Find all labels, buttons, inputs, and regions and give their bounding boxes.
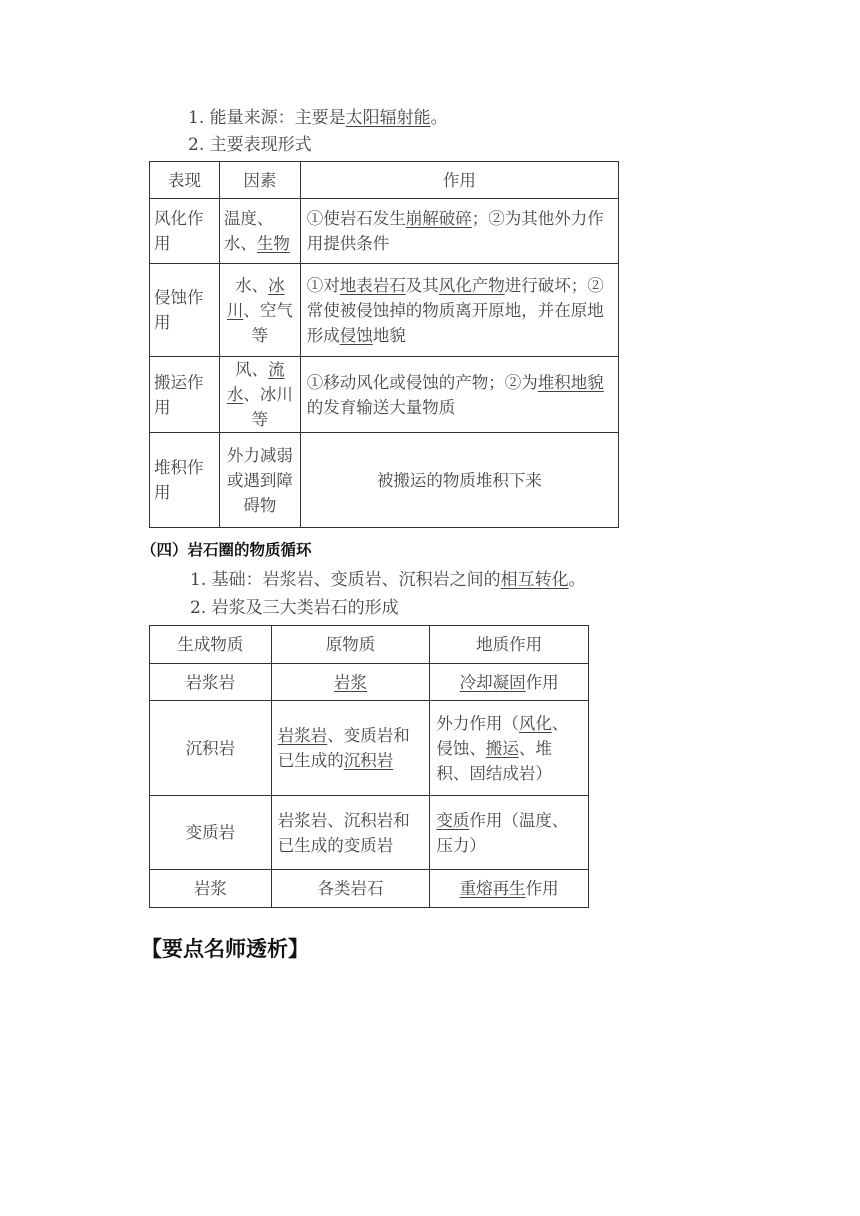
basis-answer: 相互转化 (500, 570, 569, 590)
factor-text: 水、 (235, 275, 269, 295)
form-name: 风化作用 (150, 199, 220, 264)
table-row (150, 264, 619, 357)
source-answer: 沉积岩 (343, 751, 394, 770)
source-answer: 岩浆岩 (277, 726, 328, 745)
forms-text: 2. 主要表现形式 (188, 135, 312, 155)
process-answer: 搬运 (485, 738, 519, 758)
basis-end: 。 (568, 570, 586, 590)
effect-answer: 堆积地貌 (537, 372, 604, 392)
factor-text: 、冰川等 (243, 385, 293, 429)
header-form: 表现 (150, 162, 220, 199)
source-cell (271, 664, 430, 701)
formation-text: 2. 岩浆及三大类岩石的形成 (190, 598, 399, 618)
source-cell (271, 701, 430, 796)
header-process: 地质作用 (430, 626, 589, 664)
form-name: 堆积作用 (150, 433, 220, 528)
table-row (150, 199, 619, 264)
source-answer: 岩浆 (334, 672, 367, 692)
process-text: 、侵蚀、 (436, 713, 569, 758)
source-cell: 岩浆岩、沉积岩和已生成的变质岩 (271, 796, 430, 870)
factor-cell (219, 357, 300, 433)
energy-source-end: 。 (430, 108, 448, 128)
process-text: 外力作用（ (436, 713, 519, 733)
process-cell (430, 796, 589, 870)
effect-text: ①对 (306, 275, 340, 295)
section-heading: （四）岩石圈的物质循环 (141, 541, 312, 559)
product-cell: 岩浆 (150, 870, 272, 908)
energy-source-answer: 太阳辐射能 (345, 108, 431, 128)
header-source: 原物质 (271, 626, 430, 664)
table-row (150, 796, 589, 870)
process-answer: 冷却凝固 (459, 672, 526, 692)
effect-answer: 崩解破碎 (405, 209, 472, 228)
basis-line (190, 568, 586, 592)
factor-cell (219, 264, 300, 357)
effect-text: 进行破坏；②常使被侵蚀掉的物质离开原地，并在原地形成 (306, 275, 604, 345)
effect-text: ①移动风化或侵蚀的产物；②为 (306, 372, 538, 392)
effect-cell (300, 264, 618, 357)
header-factor: 因素 (219, 162, 300, 199)
energy-source-line (188, 106, 448, 130)
effect-cell: 被搬运的物质堆积下来 (300, 433, 618, 528)
factor-answer: 流水 (226, 360, 285, 404)
factor-text: 风、 (235, 360, 269, 379)
process-text: 作用 (525, 672, 559, 692)
energy-source-text: 1. 能量来源：主要是 (188, 108, 346, 128)
process-answer: 变质 (436, 810, 470, 830)
header-product: 生成物质 (150, 626, 272, 664)
table-row (150, 433, 619, 528)
effect-text: 地貌 (372, 325, 406, 345)
key-points-heading: 【要点名师透析】 (141, 937, 309, 961)
process-text: 作用（温度、压力） (436, 810, 569, 855)
effect-text: 及其 (405, 275, 439, 295)
basis-text: 1. 基础：岩浆岩、变质岩、沉积岩之间的 (190, 570, 501, 590)
formation-line (190, 596, 399, 620)
factor-cell: 外力减弱或遇到障碍物 (219, 433, 300, 528)
factor-answer: 生物 (256, 234, 290, 253)
factor-text: 、空气等 (243, 300, 293, 345)
factor-text: 温度、水、 (223, 209, 274, 253)
effect-text: ；②为其他外力作用提供条件 (306, 209, 604, 253)
rock-cycle-table (149, 625, 589, 908)
forms-line (188, 133, 312, 157)
source-text: 、变质岩和已生成的 (277, 726, 410, 770)
effect-text: ①使岩石发生 (306, 209, 406, 228)
table-row (150, 664, 589, 701)
process-answer: 风化 (518, 713, 552, 733)
table-header-row (150, 626, 589, 664)
header-effect: 作用 (300, 162, 618, 199)
product-cell: 岩浆岩 (150, 664, 272, 701)
effect-cell (300, 199, 618, 264)
factor-cell (219, 199, 300, 264)
process-cell (430, 870, 589, 908)
effect-cell (300, 357, 618, 433)
process-text: 、堆积、固结成岩） (436, 738, 552, 783)
factor-answer: 冰川 (226, 275, 285, 320)
table-row (150, 701, 589, 796)
product-cell: 沉积岩 (150, 701, 272, 796)
table-header-row (150, 162, 619, 199)
table-row (150, 870, 589, 908)
table-row (150, 357, 619, 433)
effect-answer: 风化产物 (438, 275, 505, 295)
process-answer: 重熔再生 (459, 879, 526, 898)
form-name: 侵蚀作用 (150, 264, 220, 357)
effect-text: 的发育输送大量物质 (306, 397, 456, 417)
effect-answer: 侵蚀 (339, 325, 373, 345)
process-cell (430, 664, 589, 701)
process-text: 作用 (525, 879, 559, 898)
external-forces-table (149, 161, 619, 528)
source-cell: 各类岩石 (271, 870, 430, 908)
form-name: 搬运作用 (150, 357, 220, 433)
product-cell: 变质岩 (150, 796, 272, 870)
process-cell (430, 701, 589, 796)
effect-answer: 地表岩石 (339, 275, 406, 295)
